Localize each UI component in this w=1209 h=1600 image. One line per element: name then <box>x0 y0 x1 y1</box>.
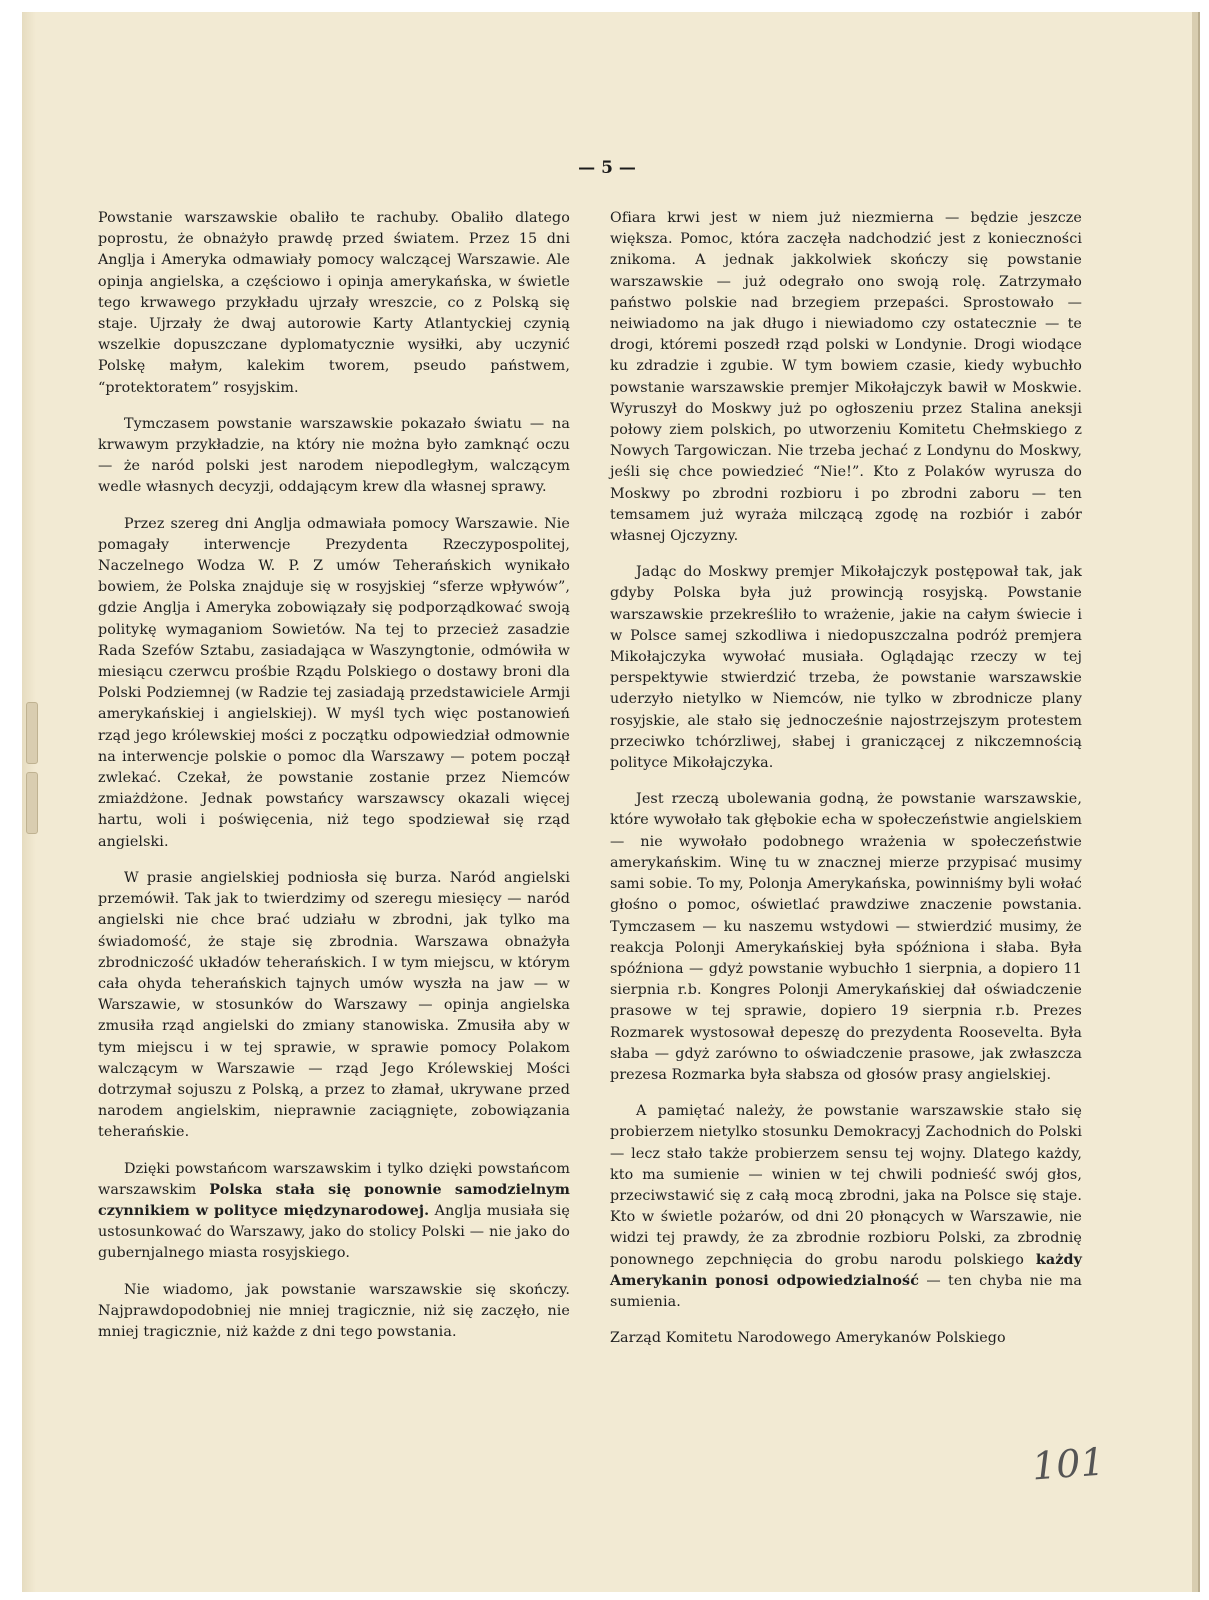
paragraph-text: Dzięki powstańcom warszawskim i tylko dzięki powstańcom warszawskim <box>98 1160 570 1198</box>
paragraph: Ofiara krwi jest w niem już niezmierna — będzie jeszcze większa. Pomoc, która zaczęła nadchodzić jest z konieczności znikoma. A jednak jakkolwiek skończy się powstanie warszawskie — już odegrało ono swoją rolę. Zatrzymało państwo polskie nad brzegiem przepaści. Sprostowało — neiwiadomo na jak długo i niewiadomo czy ostatecznie — te drogi, któremi poszedł rząd polski w Londynie. Drogi wiodące ku zdradzie i zgubie. W tym bowiem czasie, kiedy wybuchło powstanie warszawskie premjer Mikołajczyk bawił w Moskwie. Wyruszył do Moskwy już po ogłoszeniu przez Stalina aneksji połowy ziem polskich, po utworzeniu Komitetu Chełmskiego z Nowych Targowiczan. Nie trzeba jechać z Londynu do Moskwy, jeśli się chce powiedzieć “Nie!”. Kto z Polaków wyrusza do Moskwy po zbrodni rozbioru i po zbrodni zaboru — ten temsamem już wyraża milczącą zgodę na rozbiór i zabór własnej Ojczyzny. <box>610 210 1082 545</box>
staple-mark <box>26 772 38 834</box>
bold-text: Polska stała się ponownie samodzielnym czynnikiem w polityce międzynarodowej. <box>98 1181 570 1219</box>
paragraph <box>610 1101 1082 1313</box>
paragraph: Jadąc do Moskwy premjer Mikołajczyk postępował tak, jak gdyby Polska była już prowincją rosyjską. Powstanie warszawskie przekreśliło to wrażenie, jakie na całym świecie i w Polsce samej szkodliwa i niedopuszczalna podróż premjera Mikołajczyka wywołać musiała. Oglądając rzeczy w tej perspektywie stwierdzić trzeba, że powstanie warszawskie uderzyło nietylko w Niemców, nie tylko w zbrodnicze plany rosyjskie, ale stało się jednocześnie najostrzejszym protestem przeciwko tchórzliwej, słabej i graniczącej z nikczemnością polityce Mikołajczyka. <box>610 564 1082 772</box>
left-column <box>98 208 570 1358</box>
paragraph-text: — ten chyba nie ma sumienia. <box>610 1272 1082 1310</box>
paragraph-text: Anglja musiała się ustosunkować do Warszawy, jako do stolicy Polski — nie jako do gubernjalnego miasta rosyjskiego. <box>98 1202 570 1262</box>
right-column <box>610 208 1082 1364</box>
paragraph: Jest rzeczą ubolewania godną, że powstanie warszawskie, które wywołało tak głębokie echa w społeczeństwie angielskiem — nie wywołało podobnego wrażenia w społeczeństwie amerykańskim. Winę tu w znacznej mierze przypisać musimy sami sobie. To my, Polonja Amerykańska, powinniśmy byli wołać głośno o pomoc, oświetlać prawdziwe znaczenie powstania. Tymczasem — ku naszemu wstydowi — stwierdzić musimy, że reakcja Polonji Amerykańskiej była spóźniona i słaba. Była spóźniona — gdyż powstanie wybuchło 1 sierpnia, a dopiero 11 sierpnia r.b. Kongres Polonji Amerykańskiej dał oświadczenie prasowe w tej sprawie, dopiero 19 sierpnia r.b. Prezes Rozmarek wystosował depeszę do prezydenta Roosevelta. Była słaba — gdyż zarówno to oświadczenie prasowe, jak zwłaszcza prezesa Rozmarka była słabsza od głosów prasy angielskiej. <box>610 791 1082 1083</box>
paragraph: Tymczasem powstanie warszawskie pokazało światu — na krwawym przykładzie, na który nie można było zamknąć oczu — że naród polski jest narodem niepodległym, walczącym wedle własnych decyzji, oddającym krew dla własnej sprawy. <box>98 415 570 496</box>
document-page <box>22 12 1198 1592</box>
page-number: — 5 — <box>578 158 636 178</box>
paragraph <box>98 1159 570 1265</box>
handwritten-page-note: 101 <box>1030 1439 1106 1489</box>
staple-mark <box>26 702 38 764</box>
signature: Zarząd Komitetu Narodowego Amerykanów Polskiego <box>610 1330 1006 1347</box>
paragraph: W prasie angielskiej podniosła się burza. Naród angielski przemówił. Tak jak to twierdzimy od szeregu miesięcy — naród angielski nie chce brać udziału w zbrodni, jak tylko ma świadomość, że staje się zbrodnia. Warszawa obnażyła zbrodniczość układów teherańskich. I w tym miejscu, w którym cała ohyda teherańskich tajnych umów wyszła na jaw — w Warszawie, w stosunków do Warszawy — opinja angielska zmusiła rząd angielski do zmiany stanowiska. Zmusiła aby w tym miejscu i w tej sprawie, w sprawie pomocy Polakom walczącym w Warszawie — rząd Jego Królewskiej Mości dotrzymał sojuszu z Polską, a przez to złamał, ukrywane przed narodem angielskim, nieprawnie zaciągnięte, zobowiązania teherańskie. <box>98 869 570 1141</box>
paragraph-text: A pamiętać należy, że powstanie warszawskie stało się probierzem nietylko stosunku Demokracyj Zachodnich do Polski — lecz stało także probierzem sensu tej wojny. Dlatego każdy, kto ma sumienie — winien w tej chwili podnieść swój głos, przeciwstawić się z całą mocą zbrodni, jaka na Polsce się staje. Kto w świetle pożarów, od dni 20 płonących w Warszawie, nie widzi tej prawdy, że za zbrodnie rozbioru Polski, za zbrodnię ponownego zepchnięcia do grobu narodu polskiego <box>610 1103 1082 1268</box>
paragraph: Nie wiadomo, jak powstanie warszawskie się skończy. Najprawdopodobniej nie mniej tragicznie, niż się zaczęło, nie mniej tragicznie, niż każde z dni tego powstania. <box>98 1281 570 1340</box>
paragraph: Przez szereg dni Anglja odmawiała pomocy Warszawie. Nie pomagały interwencje Prezydenta Rzeczypospolitej, Naczelnego Wodza W. P. Z umów Teherańskich wynikało bowiem, że Polska znajduje się w rosyjskiej “sferze wpływów”, gdzie Anglja i Ameryka zobowiązały się podporządkować swoją politykę wymaganiom Sowietów. Na tej to przecież zasadzie Rada Szefów Sztabu, zasiadająca w Waszyngtonie, odmówiła w miesiącu czerwcu prośbie Rządu Polskiego o dostawy broni dla Polski Podziemnej (w Radzie tej zasiadają przedstawiciele Armji amerykańskiej i angielskiej). W myśl tych więc postanowień rząd jego królewskiej mości z początku odpowiedział odmownie na interwencje polskie o pomoc dla Warszawy — potem począł zwlekać. Czekał, że powstanie zostanie przez Niemców zmiażdżone. Jednak powstańcy warszawscy okazali więcej hartu, woli i poświęcenia, niż tego spodziewał się rząd angielski. <box>98 515 570 850</box>
bold-text: każdy Amerykanin ponosi odpowiedzialność <box>610 1251 1082 1289</box>
paragraph: Powstanie warszawskie obaliło te rachuby. Obaliło dlatego poprostu, że obnażyło prawdę przed światem. Przez 15 dni Anglja i Ameryka odmawiały pomocy walczącej Warszawie. Ale opinja angielska, a częściowo i opinja amerykańska, w świetle tego krwawego przykładu ujrzały wreszcie, co z Polską się staje. Ujrzały że dwaj autorowie Karty Atlantyckiej czynią wszelkie dopuszczane dyplomatycznie wysiłki, aby uczynić Polskę małym, kalekim tworem, pseudo państwem, “protektoratem” rosyjskim. <box>98 210 570 396</box>
